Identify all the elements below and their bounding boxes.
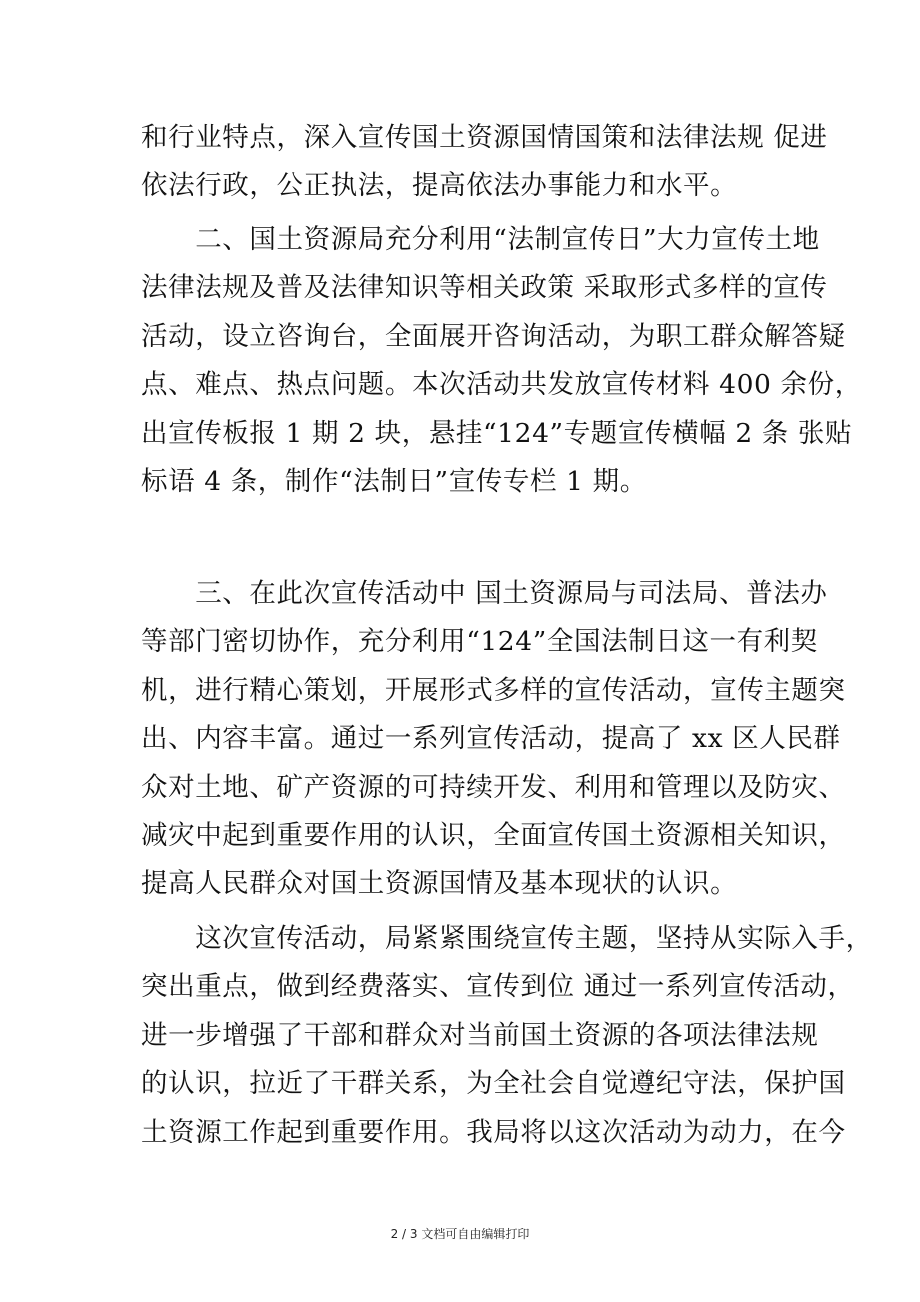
paragraph-2-line-6: 标语 4 条，制作“法制日”宣传专栏 1 期。 bbox=[141, 466, 647, 497]
paragraph-1-line-1: 和行业特点，深入宣传国土资源国情国策和法律法规 促进 bbox=[141, 122, 828, 153]
page-footer: 2 / 3 文档可自由编辑打印 bbox=[390, 1227, 530, 1241]
paragraph-4-line-3: 进一步增强了干部和群众对当前国土资源的各项法律法规 bbox=[141, 1020, 819, 1051]
paragraph-3-line-7: 提高人民群众对国土资源国情及基本现状的认识。 bbox=[141, 868, 738, 899]
paragraph-2-line-5: 出宣传板报 1 期 2 块，悬挂“124”专题宣传横幅 2 条 张贴 bbox=[141, 418, 853, 449]
paragraph-3-line-3: 机，进行精心策划，开展形式多样的宣传活动，宣传主题突 bbox=[141, 675, 846, 706]
paragraph-4-line-1: 这次宣传活动，局紧紧围绕宣传主题，坚持从实际入手， bbox=[141, 923, 873, 954]
paragraph-3-line-4: 出、内容丰富。通过一系列宣传活动，提高了 xx 区人民群 bbox=[141, 723, 841, 754]
paragraph-4-line-4: 的认识，拉近了干群关系，为全社会自觉遵纪守法，保护国 bbox=[141, 1068, 846, 1099]
paragraph-3-line-5: 众对土地、矿产资源的可持续开发、利用和管理以及防灾、 bbox=[141, 772, 846, 803]
paragraph-3-line-1: 三、在此次宣传活动中 国土资源局与司法局、普法办 bbox=[141, 578, 828, 609]
paragraph-4-line-2: 突出重点，做到经费落实、宣传到位 通过一系列宣传活动， bbox=[141, 971, 855, 1002]
paragraph-3-line-6: 减灾中起到重要作用的认识，全面宣传国土资源相关知识， bbox=[141, 820, 846, 851]
paragraph-4-line-5: 土资源工作起到重要作用。我局将以这次活动为动力，在今 bbox=[141, 1117, 846, 1148]
paragraph-2-line-4: 点、难点、热点问题。本次活动共发放宣传材料 400 余份， bbox=[141, 369, 862, 400]
paragraph-2-line-1: 二、国土资源局充分利用“法制宣传日”大力宣传土地 bbox=[141, 224, 820, 255]
paragraph-3-line-2: 等部门密切协作，充分利用“124”全国法制日这一有利契 bbox=[141, 626, 818, 657]
paragraph-2-line-2: 法律法规及普及法律知识等相关政策 采取形式多样的宣传 bbox=[141, 272, 828, 303]
paragraph-2-line-3: 活动，设立咨询台，全面展开咨询活动，为职工群众解答疑 bbox=[141, 321, 846, 352]
paragraph-1-line-2: 依法行政，公正执法，提高依法办事能力和水平。 bbox=[141, 170, 738, 201]
